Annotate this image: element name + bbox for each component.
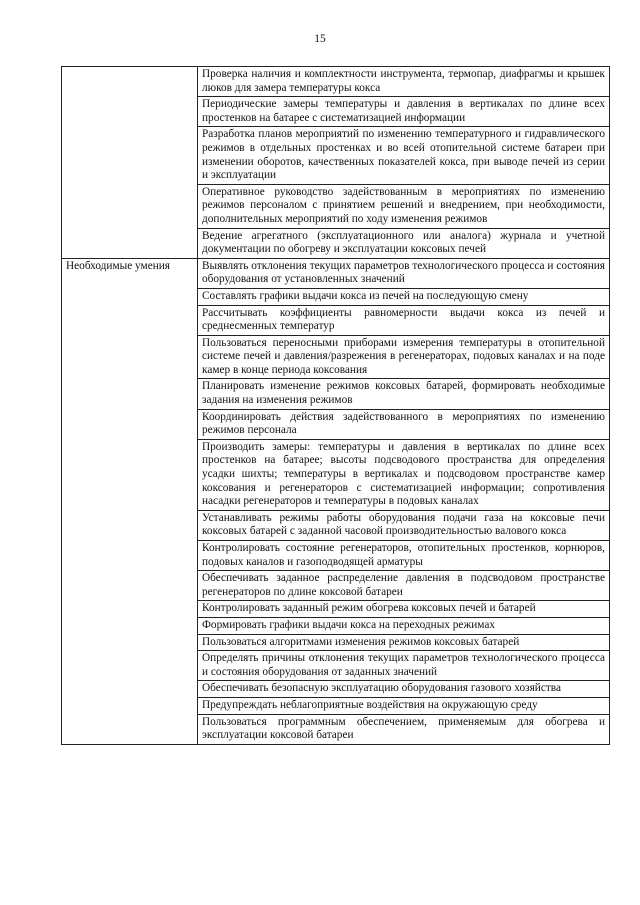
table-row [62, 258, 610, 288]
item-text: Обеспечивать безопасную эксплуатацию оборудования газового хозяйства [198, 681, 610, 698]
item-text: Производить замеры: температуры и давления в вертикалах по длине всех простенков на батарее; высоты подсводового пространства для определения усадки шихты; температуры в вертикалах и подсводовом пространстве камер коксования и регенераторов с систематизацией информации; сопротивления насадки регенераторов и температуры в подовых каналах [198, 439, 610, 510]
table-row [62, 67, 610, 97]
section-label: Необходимые умения [62, 258, 198, 744]
item-text: Пользоваться программным обеспечением, применяемым для обогрева и эксплуатации коксовой батареи [198, 714, 610, 744]
item-text: Формировать графики выдачи кокса на переходных режимах [198, 617, 610, 634]
item-text: Предупреждать неблагоприятные воздействия на окружающую среду [198, 697, 610, 714]
item-text: Пользоваться алгоритмами изменения режимов коксовых батарей [198, 634, 610, 651]
item-text: Проверка наличия и комплектности инструмента, термопар, диафрагмы и крышек люков для замера температуры кокса [198, 67, 610, 97]
table-body [62, 67, 610, 745]
item-text: Пользоваться переносными приборами измерения температуры в отопительной системе печей и давления/разрежения в регенераторах, подовых каналах и на поде камер в конце периода коксования [198, 335, 610, 379]
item-text: Координировать действия задействованного в мероприятиях по изменению режимов персонала [198, 409, 610, 439]
item-text: Оперативное руководство задействованным в мероприятиях по изменению режимов персоналом с принятием решений и внедрением, при необходимости, дополнительных мероприятий по ходу изменения режимов [198, 184, 610, 228]
item-text: Периодические замеры температуры и давления в вертикалах по длине всех простенков на батарее с систематизацией информации [198, 97, 610, 127]
item-text: Контролировать заданный режим обогрева коксовых печей и батарей [198, 601, 610, 618]
item-text: Составлять графики выдачи кокса из печей на последующую смену [198, 288, 610, 305]
item-text: Обеспечивать заданное распределение давления в подсводовом пространстве регенераторов по длине коксовой батареи [198, 571, 610, 601]
competency-table [61, 66, 610, 745]
item-text: Определять причины отклонения текущих параметров технологического процесса и состояния оборудования от заданных значений [198, 651, 610, 681]
item-text: Устанавливать режимы работы оборудования подачи газа на коксовые печи коксовых батарей с заданной часовой производительностью валового кокса [198, 510, 610, 540]
item-text: Выявлять отклонения текущих параметров технологического процесса и состояния оборудования от установленных значений [198, 258, 610, 288]
item-text: Контролировать состояние регенераторов, отопительных простенков, корнюров, подовых каналов и газоподводящей арматуры [198, 541, 610, 571]
item-text: Рассчитывать коэффициенты равномерности выдачи кокса из печей и среднесменных температур [198, 305, 610, 335]
item-text: Разработка планов мероприятий по изменению температурного и гидравлического режимов в отдельных простенках и во всей отопительной системе батареи при изменении оборотов, качественных показателей кокса, при выводе печей из серии и эксплуатации [198, 127, 610, 184]
page-number: 15 [314, 33, 326, 45]
section-label-empty [62, 67, 198, 259]
item-text: Планировать изменение режимов коксовых батарей, формировать необходимые задания на изменения режимов [198, 379, 610, 409]
item-text: Ведение агрегатного (эксплуатационного или аналога) журнала и учетной документации по обогреву и эксплуатации коксовых печей [198, 228, 610, 258]
